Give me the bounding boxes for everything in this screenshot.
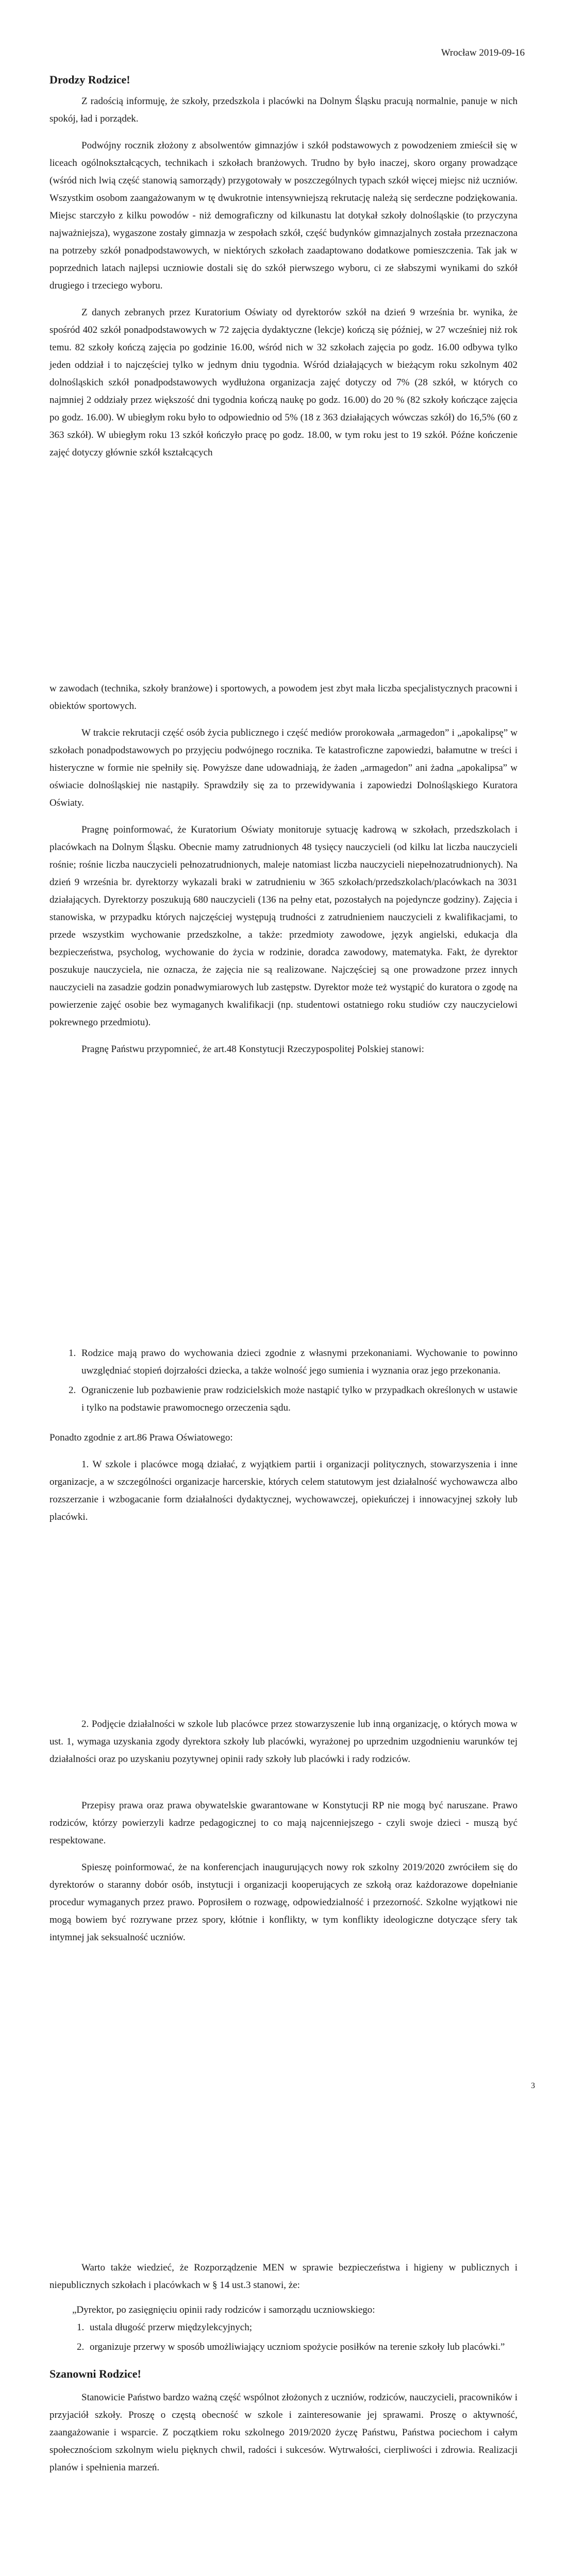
list-item: 1. ustala długość przerw międzylekcyjnych; [87, 2319, 518, 2336]
greeting-heading-2: Szanowni Rodzice! [49, 2367, 141, 2380]
section-law [49, 1345, 518, 1526]
quote-intro: „Dyrektor, po zasięgnięciu opinii rady rodziców i samorządu uczniowskiego: [72, 2304, 375, 2315]
paragraph-1: Z radością informuję, że szkoły, przedszkola i placówki na Dolnym Śląsku pracują normalnie, panuje w nich spokój, ład i porządek. [49, 96, 518, 124]
section-law-2 [49, 1716, 518, 1946]
paragraph-3-continued: w zawodach (technika, szkoły branżowe) i sportowych, a powodem jest zbyt mała liczba specjalistycznych pracowni i obiektów sportowych. [49, 683, 518, 711]
list-item: 1. Rodzice mają prawo do wychowania dzieci zgodnie z własnymi przekonaniami. Wychowanie to powinno uwzględniać stopień dojrzałości dziecka, a także wolność jego sumienia i wyznania oraz jego przekonania. [78, 1345, 518, 1380]
list-item: 2. organizuje przerwy w sposób umożliwiający uczniom spożycie posiłków na terenie szkoły lub placówki.” [87, 2338, 518, 2356]
page-number: 3 [531, 2081, 535, 2090]
greeting-heading: Drodzy Rodzice! [49, 73, 130, 86]
section-intro [49, 73, 518, 462]
section-middle [49, 680, 518, 1058]
paragraph-12: Warto także wiedzieć, że Rozporządzenie MEN w sprawie bezpieczeństwa i higieny w publicznych i niepublicznych szkołach i placówkach w § 14 ust.3 stanowi, że: [49, 2262, 518, 2291]
paragraph-8: 1. W szkole i placówce mogą działać, z wyjątkiem partii i organizacji politycznych, stowarzyszenia i inne organizacje, a w szczególności organizacje harcerskie, których celem statutowym jest działalność wychowawcza albo rozszerzanie i wzbogacanie form działalności dydaktycznej, wychowawczej, opiekuńczej i innowacyjnej szkoły lub placówki. [49, 1459, 518, 1522]
paragraph-2: Podwójny rocznik złożony z absolwentów gimnazjów i szkół podstawowych z powodzeniem zmieścił się w liceach ogólnokształcących, technikach i szkołach branżowych. Trudno by było inaczej, skoro organy prowadzące (wśród nich lwią część stanowią samorządy) przygotowały w poszczególnych typach szkół więcej miejsc niż uczniów. Wszystkim osobom zaangażowanym w tę dwukrotnie intensywniejszą rekrutację należą się serdeczne podziękowania. Miejsc starczyło z kilku powodów - niż demograficzny od kilkunastu lat dotykał szkoły dolnośląskie (to przyczyna najważniejsza), wygaszone zostały gimnazja w zespołach szkół, część budynków gimnazjalnych została przeznaczona na potrzeby szkół ponadpodstawowych, w niektórych szkołach zaadaptowano dodatkowe pomieszczenia. Tak jak w poprzednich latach najlepsi uczniowie dostali się do szkół pierwszego wyboru, ci ze słabszymi wynikami do szkół drugiego i trzeciego wyboru. [49, 140, 518, 291]
paragraph-9: 2. Podjęcie działalności w szkole lub placówce przez stowarzyszenie lub inną organizację, o których mowa w ust. 1, wymaga uzyskania zgody dyrektora szkoły lub placówki, wyrażonej po uprzednim uzgodnieniu warunków tej działalności oraz po uzyskaniu pozytywnej opinii rady szkoły lub placówki i rady rodziców. [49, 1719, 518, 1765]
paragraph-5: Pragnę poinformować, że Kuratorium Oświaty monitoruje sytuację kadrową w szkołach, przedszkolach i placówkach na Dolnym Śląsku. Obecnie mamy zatrudnionych 48 tysięcy nauczycieli (od kilku lat liczba nauczycieli rośnie; rośnie liczba nauczycieli pełnozatrudnionych, maleje natomiast liczba nauczycieli niepełnozatrudnionych). Na dzień 9 września br. dyrektorzy wykazali braki w zatrudnieniu w 365 szkołach/przedszkolach/placówkach na 3031 działających. Dyrektorzy poszukują 680 nauczycieli (136 na pełny etat, pozostałych na pojedyncze godziny). Zajęcia i stanowiska, w przypadku których najczęściej występują trudności z zatrudnieniem nauczycieli z kwalifikacjami, to przede wszystkim wychowanie przedszkolne, a także: przedmioty zawodowe, język angielski, edukacja dla bezpieczeństwa, psycholog, wychowanie do życia w rodzinie, doradca zawodowy, matematyka. Fakt, że dyrektor poszukuje nauczyciela, nie oznacza, że zajęcia nie są realizowane. Najczęściej są one prowadzone przez innych nauczycieli na zasadzie godzin ponadwymiarowych lub zastępstw. Dyrektor może też wystąpić do kuratora o zgodę na powierzenie zajęć osobie bez wymaganych kwalifikacji (np. studentowi ostatniego roku studiów czy nauczycielowi pokrewnego przedmiotu). [49, 824, 518, 1028]
paragraph-3: Z danych zebranych przez Kuratorium Oświaty od dyrektorów szkół na dzień 9 września br. wynika, że spośród 402 szkół ponadpodstawowych w 72 zajęcia dydaktyczne (lekcje) kończą się później, w 27 wcześniej niż rok temu. 82 szkoły kończą zajęcia po godzinie 16.00, wśród nich w 32 szkołach zajęcia po godz. 16.00 odbywa tylko jeden oddział i to najczęściej tylko w jednym dniu tygodnia. Wśród działających w bieżącym roku szkolnym 402 dolnośląskich szkół ponadpodstawowych wydłużona organizacja zajęć dotyczy od 7% (28 szkół, w których co najmniej 2 oddziały przez większość dni tygodnia kończą naukę po godz. 16.00) do 20 % (82 szkoły kończące zajęcia po godz. 16.00). W ubiegłym roku było to odpowiednio od 5% (18 z 363 działających wówczas szkół) do 16,5% (60 z 363 szkół). W ubiegłym roku 13 szkół kończyło pracę po godz. 18.00, w tym roku jest to 19 szkół. Późne kończenie zajęć dotyczy głównie szkół kształcących [49, 307, 518, 458]
paragraph-11: Spieszę poinformować, że na konferencjach inaugurujących nowy rok szkolny 2019/2020 zwróciłem się do dyrektorów o staranny dobór osób, instytucji i organizacji kooperujących ze szkołą oraz każdorazowe dopełnianie procedur wymaganych przez prawo. Poprosiłem o rozwagę, odpowiedzialność i przezorność. Szkolne wyjątkowi nie mogą bowiem być rozrywane przez spory, kłótnie i konflikty, w tym konflikty ideologiczne dotyczące sfery tak intymnej jak seksualność uczniów. [49, 1862, 518, 1943]
constitution-list [49, 1345, 518, 1417]
paragraph-10: Przepisy prawa oraz prawa obywatelskie gwarantowane w Konstytucji RP nie mogą być naruszane. Prawo rodziców, którzy powierzyli kadrze pedagogicznej to co mają najcenniejszego - czyli swoje dzieci - muszą być respektowane. [49, 1800, 518, 1846]
paragraph-7: Ponadto zgodnie z art.86 Prawa Oświatowego: [49, 1432, 233, 1443]
paragraph-6: Pragnę Państwu przypomnieć, że art.48 Konstytucji Rzeczypospolitej Polskiej stanowi: [81, 1044, 424, 1055]
section-closing [49, 2259, 518, 2477]
paragraph-13: Stanowicie Państwo bardzo ważną część wspólnot złożonych z uczniów, rodziców, nauczycieli, pracowników i przyjaciół szkoły. Proszę o częstą obecność w szkole i zainteresowanie jej sprawami. Proszę o aktywność, zaangażowanie i wsparcie. Z początkiem roku szkolnego 2019/2020 życzę Państwu, Państwa pociechom i całym społecznościom szkolnym wielu pięknych chwil, radości i sukcesów. Wytrwałości, cierpliwości i zdrowia. Realizacji planów i spełnienia marzeń. [49, 2392, 518, 2473]
list-item: 2. Ograniczenie lub pozbawienie praw rodzicielskich może nastąpić tylko w przypadkach określonych w ustawie i tylko na podstawie prawomocnego orzeczenia sądu. [78, 1382, 518, 1417]
regulation-list [49, 2319, 518, 2356]
paragraph-4: W trakcie rekrutacji część osób życia publicznego i część mediów prorokowała „armagedon” i „apokalipsę” w szkołach ponadpodstawowych po przyjęciu podwójnego rocznika. Te katastroficzne zapowiedzi, bałamutne w treści i histeryczne w formie nie spełniły się. Powyższe dane udowadniają, że żaden „armagedon” ani żadna „apokalipsa” w oświacie dolnośląskiej nie nastąpiły. Sprawdziły się za to przewidywania i zapowiedzi Dolnośląskiego Kuratora Oświaty. [49, 727, 518, 808]
letter-date: Wrocław 2019-09-16 [441, 47, 525, 58]
